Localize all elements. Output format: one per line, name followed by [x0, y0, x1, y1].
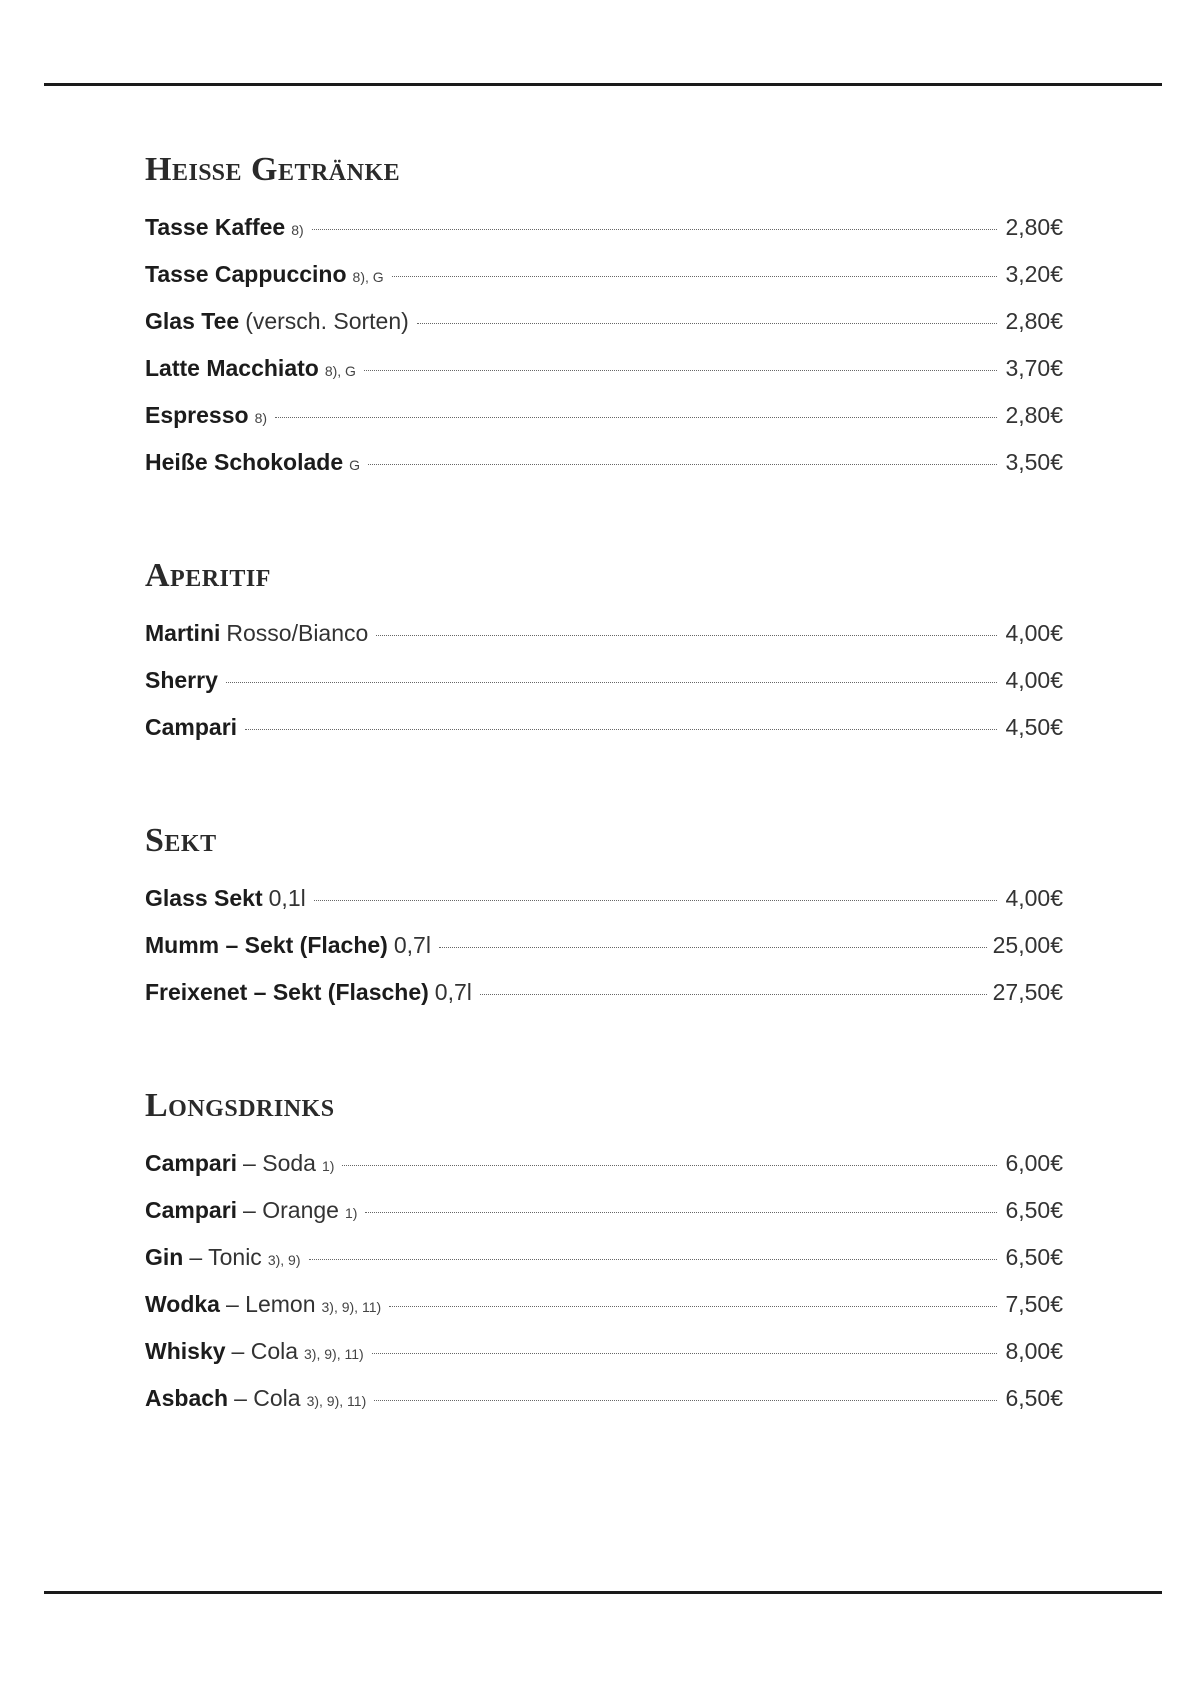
item-name: Campari: [145, 1150, 238, 1176]
item-detail: 0,1l: [268, 885, 306, 911]
item-detail: – Orange: [243, 1197, 339, 1223]
item-allergens: 1): [344, 1205, 358, 1221]
menu-item: [145, 1234, 1063, 1281]
menu-item: [145, 439, 1063, 486]
item-name: Heiße Schokolade: [145, 449, 344, 475]
item-price: 6,50€: [1005, 1385, 1063, 1411]
item-name: Wodka: [145, 1291, 220, 1317]
item-name: Glas Tee: [145, 308, 240, 334]
item-price: 2,80€: [1005, 402, 1063, 428]
menu-item: [145, 1187, 1063, 1234]
top-divider: [44, 83, 1162, 86]
item-allergens: 1): [321, 1158, 335, 1174]
menu-item: [145, 1375, 1063, 1422]
item-name: Espresso: [145, 402, 249, 428]
section-title: Longsdrinks: [145, 1087, 335, 1124]
item-allergens: G: [349, 457, 361, 473]
item-name: Glass Sekt: [145, 885, 263, 911]
dotted-leader: [374, 1400, 997, 1401]
item-price: 4,00€: [1005, 885, 1063, 911]
menu-item: [145, 657, 1063, 704]
menu-item: [145, 1281, 1063, 1328]
item-detail: (versch. Sorten): [245, 308, 409, 334]
item-allergens: 3), 9): [267, 1252, 301, 1268]
menu-item: [145, 922, 1063, 969]
dotted-leader: [314, 900, 997, 901]
item-name: Campari: [145, 1197, 238, 1223]
item-price: 4,50€: [1005, 714, 1063, 740]
menu-item: [145, 298, 1063, 345]
item-price: 3,70€: [1005, 355, 1063, 381]
section-title: Sekt: [145, 822, 217, 859]
item-price: 4,00€: [1005, 667, 1063, 693]
dotted-leader: [480, 994, 987, 995]
item-price: 6,50€: [1005, 1244, 1063, 1270]
dotted-leader: [364, 370, 997, 371]
menu-item: [145, 704, 1063, 751]
item-allergens: 3), 9), 11): [304, 1346, 364, 1362]
item-detail: 0,7l: [393, 932, 431, 958]
item-name: Asbach: [145, 1385, 229, 1411]
section-aperitif: [145, 556, 1063, 751]
dotted-leader: [245, 729, 997, 730]
dotted-leader: [372, 1353, 997, 1354]
item-name: Freixenet – Sekt (Flasche): [145, 979, 429, 1005]
section-longsdrinks: [145, 1086, 1063, 1422]
dotted-leader: [376, 635, 997, 636]
section-sekt: [145, 821, 1063, 1016]
dotted-leader: [342, 1165, 997, 1166]
dotted-leader: [392, 276, 997, 277]
menu-item: [145, 251, 1063, 298]
item-name: Latte Macchiato: [145, 355, 319, 381]
menu-item: [145, 610, 1063, 657]
dotted-leader: [365, 1212, 997, 1213]
menu-item: [145, 204, 1063, 251]
item-detail: – Cola: [231, 1338, 299, 1364]
item-name: Mumm – Sekt (Flache): [145, 932, 388, 958]
dotted-leader: [309, 1259, 998, 1260]
item-price: 27,50€: [992, 979, 1063, 1005]
menu-item: [145, 969, 1063, 1016]
drinks-menu: [145, 150, 1063, 1492]
item-price: 7,50€: [1005, 1291, 1063, 1317]
dotted-leader: [417, 323, 997, 324]
menu-item: [145, 392, 1063, 439]
item-name: Sherry: [145, 667, 218, 693]
item-name: Whisky: [145, 1338, 226, 1364]
dotted-leader: [226, 682, 997, 683]
item-name: Tasse Cappuccino: [145, 261, 347, 287]
item-name: Martini: [145, 620, 221, 646]
item-allergens: 3), 9), 11): [306, 1393, 367, 1409]
dotted-leader: [368, 464, 997, 465]
item-allergens: 8), G: [324, 363, 356, 379]
section-title: Heiße Getränke: [145, 151, 401, 188]
bottom-divider: [44, 1591, 1162, 1594]
section-heisse-getraenke: [145, 150, 1063, 486]
dotted-leader: [389, 1306, 997, 1307]
dotted-leader: [275, 417, 997, 418]
item-detail: – Lemon: [225, 1291, 316, 1317]
item-price: 8,00€: [1005, 1338, 1063, 1364]
item-price: 4,00€: [1005, 620, 1063, 646]
section-title: Aperitif: [145, 557, 271, 594]
menu-item: [145, 1140, 1063, 1187]
dotted-leader: [439, 947, 987, 948]
item-detail: – Cola: [234, 1385, 301, 1411]
item-price: 3,50€: [1005, 449, 1063, 475]
item-allergens: 8): [291, 222, 304, 238]
dotted-leader: [312, 229, 997, 230]
item-name: Campari: [145, 714, 238, 740]
item-price: 2,80€: [1005, 214, 1063, 240]
item-name: Gin: [145, 1244, 184, 1270]
item-price: 2,80€: [1005, 308, 1063, 334]
menu-item: [145, 875, 1063, 922]
item-allergens: 8): [254, 410, 268, 426]
item-detail: Rosso/Bianco: [226, 620, 369, 646]
item-price: 3,20€: [1005, 261, 1063, 287]
item-name: Tasse Kaffee: [145, 214, 286, 240]
menu-item: [145, 1328, 1063, 1375]
item-allergens: 3), 9), 11): [321, 1299, 382, 1315]
item-price: 6,50€: [1005, 1197, 1063, 1223]
item-price: 25,00€: [992, 932, 1063, 958]
item-detail: – Soda: [243, 1150, 316, 1176]
item-detail: 0,7l: [434, 979, 472, 1005]
item-price: 6,00€: [1005, 1150, 1063, 1176]
item-detail: – Tonic: [189, 1244, 262, 1270]
menu-item: [145, 345, 1063, 392]
item-allergens: 8), G: [352, 269, 384, 285]
